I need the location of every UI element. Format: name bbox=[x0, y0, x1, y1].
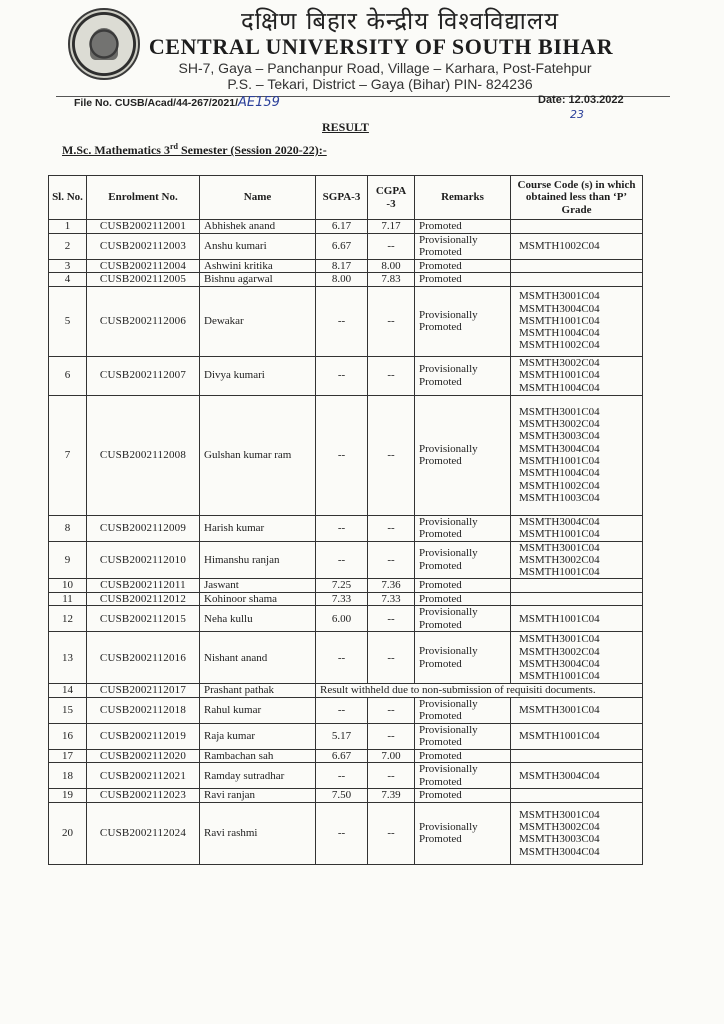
result-table bbox=[48, 175, 643, 865]
cell-name: Divya kumari bbox=[200, 356, 316, 395]
table-row bbox=[49, 515, 643, 541]
cell-enrolment: CUSB2002112007 bbox=[87, 356, 200, 395]
session-heading bbox=[62, 142, 327, 158]
cell-remarks: Promoted bbox=[415, 273, 511, 287]
cell-enrolment: CUSB2002112023 bbox=[87, 789, 200, 803]
cell-cgpa: -- bbox=[368, 395, 415, 515]
file-number bbox=[74, 95, 280, 110]
cell-name: Prashant pathak bbox=[200, 684, 316, 698]
session-heading-text: M.Sc. Mathematics 3 bbox=[62, 143, 170, 157]
cell-remarks: Promoted bbox=[415, 579, 511, 593]
course-code: MSMTH1004C04 bbox=[519, 381, 600, 394]
course-code: MSMTH3004C04 bbox=[519, 657, 600, 670]
cell-enrolment: CUSB2002112001 bbox=[87, 220, 200, 234]
table-row bbox=[49, 789, 643, 803]
table-row bbox=[49, 632, 643, 684]
cell-remarks: Promoted bbox=[415, 592, 511, 606]
cell-cgpa: -- bbox=[368, 606, 415, 632]
cell-cgpa: -- bbox=[368, 541, 415, 579]
header-sgpa: SGPA-3 bbox=[316, 176, 368, 220]
cell-name: Himanshu ranjan bbox=[200, 541, 316, 579]
cell-name: Dewakar bbox=[200, 286, 316, 356]
cell-enrolment: CUSB2002112015 bbox=[87, 606, 200, 632]
file-number-handwritten: AE159 bbox=[238, 95, 280, 110]
course-code: MSMTH3001C04 bbox=[519, 633, 600, 646]
cell-course-codes bbox=[511, 233, 643, 259]
cell-cgpa: 8.00 bbox=[368, 259, 415, 273]
cell-name: Jaswant bbox=[200, 579, 316, 593]
cell-name: Ravi ranjan bbox=[200, 789, 316, 803]
cell-course-codes bbox=[511, 259, 643, 273]
cell-sl-no: 9 bbox=[49, 541, 87, 579]
cell-course-codes bbox=[511, 273, 643, 287]
cell-cgpa: 7.36 bbox=[368, 579, 415, 593]
course-code: MSMTH3002C04 bbox=[519, 418, 600, 431]
cell-enrolment: CUSB2002112020 bbox=[87, 749, 200, 763]
cell-cgpa: -- bbox=[368, 802, 415, 864]
cell-sgpa: 8.00 bbox=[316, 273, 368, 287]
course-code: MSMTH3001C04 bbox=[519, 808, 600, 821]
cell-sl-no: 7 bbox=[49, 395, 87, 515]
cell-cgpa: -- bbox=[368, 515, 415, 541]
cell-remarks: Provisionally Promoted bbox=[415, 632, 511, 684]
table-header-row bbox=[49, 176, 643, 220]
session-heading-sup: rd bbox=[169, 142, 178, 151]
cell-sl-no: 17 bbox=[49, 749, 87, 763]
session-heading-tail: Semester (Session 2020-22):- bbox=[177, 143, 327, 157]
cell-course-codes bbox=[511, 395, 643, 515]
cell-remarks: Provisionally Promoted bbox=[415, 541, 511, 579]
cell-course-codes bbox=[511, 697, 643, 723]
cell-sgpa: 6.67 bbox=[316, 749, 368, 763]
cell-sl-no: 5 bbox=[49, 286, 87, 356]
cell-name: Ravi rashmi bbox=[200, 802, 316, 864]
course-code: MSMTH3002C04 bbox=[519, 553, 600, 566]
cell-course-codes bbox=[511, 220, 643, 234]
cell-remarks: Provisionally Promoted bbox=[415, 606, 511, 632]
course-code: MSMTH1004C04 bbox=[519, 327, 600, 340]
course-code: MSMTH3003C04 bbox=[519, 430, 600, 443]
cell-name: Gulshan kumar ram bbox=[200, 395, 316, 515]
course-code: MSMTH3003C04 bbox=[519, 833, 600, 846]
cell-enrolment: CUSB2002112009 bbox=[87, 515, 200, 541]
university-name: CENTRAL UNIVERSITY OF SOUTH BIHAR bbox=[148, 34, 614, 59]
course-code: MSMTH1002C04 bbox=[519, 479, 600, 492]
cell-remarks: Provisionally Promoted bbox=[415, 233, 511, 259]
cell-remarks: Promoted bbox=[415, 259, 511, 273]
course-code: MSMTH1001C04 bbox=[519, 566, 600, 579]
cell-sl-no: 13 bbox=[49, 632, 87, 684]
cell-enrolment: CUSB2002112017 bbox=[87, 684, 200, 698]
course-code: MSMTH3002C04 bbox=[519, 645, 600, 658]
cell-sl-no: 14 bbox=[49, 684, 87, 698]
issue-date: Date: 12.03.2022 bbox=[538, 94, 624, 106]
cell-name: Ashwini kritika bbox=[200, 259, 316, 273]
cell-sgpa: 7.25 bbox=[316, 579, 368, 593]
course-code: MSMTH1001C04 bbox=[519, 528, 600, 540]
course-code: MSMTH1004C04 bbox=[519, 467, 600, 480]
cell-sl-no: 16 bbox=[49, 723, 87, 749]
cell-sgpa: 6.17 bbox=[316, 220, 368, 234]
cell-sl-no: 19 bbox=[49, 789, 87, 803]
table-row bbox=[49, 286, 643, 356]
cell-course-codes bbox=[511, 515, 643, 541]
cell-cgpa: -- bbox=[368, 723, 415, 749]
cell-sl-no: 8 bbox=[49, 515, 87, 541]
cell-name: Rambachan sah bbox=[200, 749, 316, 763]
table-row bbox=[49, 541, 643, 579]
cell-sgpa: -- bbox=[316, 286, 368, 356]
cell-sl-no: 3 bbox=[49, 259, 87, 273]
table-row bbox=[49, 763, 643, 789]
course-code: MSMTH1001C04 bbox=[519, 612, 600, 625]
table-row bbox=[49, 697, 643, 723]
cell-name: Rahul kumar bbox=[200, 697, 316, 723]
cell-course-codes bbox=[511, 802, 643, 864]
cell-sgpa: 8.17 bbox=[316, 259, 368, 273]
course-code: MSMTH1001C04 bbox=[519, 730, 600, 743]
course-code: MSMTH1002C04 bbox=[519, 339, 600, 352]
university-seal-logo bbox=[68, 8, 140, 80]
header-course-codes: Course Code (s) in which obtained less than ‘P’ Grade bbox=[511, 176, 643, 220]
cell-sl-no: 4 bbox=[49, 273, 87, 287]
cell-sl-no: 6 bbox=[49, 356, 87, 395]
table-row bbox=[49, 395, 643, 515]
cell-course-codes bbox=[511, 541, 643, 579]
cell-enrolment: CUSB2002112008 bbox=[87, 395, 200, 515]
cell-course-codes bbox=[511, 763, 643, 789]
header-enrolment: Enrolment No. bbox=[87, 176, 200, 220]
university-hindi-name: दक्षिण बिहार केन्द्रीय विश्वविद्यालय bbox=[240, 7, 560, 35]
course-code: MSMTH3004C04 bbox=[519, 302, 600, 315]
cell-cgpa: 7.33 bbox=[368, 592, 415, 606]
cell-cgpa: -- bbox=[368, 233, 415, 259]
cell-enrolment: CUSB2002112010 bbox=[87, 541, 200, 579]
header-name: Name bbox=[200, 176, 316, 220]
cell-remarks: Provisionally Promoted bbox=[415, 697, 511, 723]
cell-sl-no: 2 bbox=[49, 233, 87, 259]
course-code: MSMTH3001C04 bbox=[519, 541, 600, 554]
cell-enrolment: CUSB2002112005 bbox=[87, 273, 200, 287]
cell-cgpa: 7.00 bbox=[368, 749, 415, 763]
course-code: MSMTH3004C04 bbox=[519, 769, 600, 782]
cell-name: Anshu kumari bbox=[200, 233, 316, 259]
address-line-2: P.S. – Tekari, District – Gaya (Bihar) PIN- 824236 bbox=[227, 76, 533, 92]
cell-sgpa: -- bbox=[316, 697, 368, 723]
table-row bbox=[49, 606, 643, 632]
table-row bbox=[49, 220, 643, 234]
cell-remarks: Promoted bbox=[415, 220, 511, 234]
cell-remarks: Promoted bbox=[415, 789, 511, 803]
cell-sl-no: 1 bbox=[49, 220, 87, 234]
cell-enrolment: CUSB2002112003 bbox=[87, 233, 200, 259]
cell-course-codes bbox=[511, 592, 643, 606]
course-code: MSMTH1002C04 bbox=[519, 239, 600, 252]
cell-enrolment: CUSB2002112012 bbox=[87, 592, 200, 606]
cell-course-codes bbox=[511, 579, 643, 593]
cell-sl-no: 12 bbox=[49, 606, 87, 632]
cell-enrolment: CUSB2002112018 bbox=[87, 697, 200, 723]
course-code: MSMTH3004C04 bbox=[519, 442, 600, 455]
cell-enrolment: CUSB2002112006 bbox=[87, 286, 200, 356]
course-code: MSMTH3004C04 bbox=[519, 515, 600, 528]
cell-remarks: Provisionally Promoted bbox=[415, 723, 511, 749]
cell-enrolment: CUSB2002112021 bbox=[87, 763, 200, 789]
cell-sgpa: -- bbox=[316, 802, 368, 864]
cell-name: Bishnu agarwal bbox=[200, 273, 316, 287]
cell-name: Harish kumar bbox=[200, 515, 316, 541]
header-sl-no: Sl. No. bbox=[49, 176, 87, 220]
cell-cgpa: -- bbox=[368, 286, 415, 356]
cell-remarks: Provisionally Promoted bbox=[415, 763, 511, 789]
cell-remarks: Provisionally Promoted bbox=[415, 802, 511, 864]
cell-cgpa: 7.17 bbox=[368, 220, 415, 234]
cell-course-codes bbox=[511, 356, 643, 395]
cell-course-codes bbox=[511, 723, 643, 749]
cell-name: Abhishek anand bbox=[200, 220, 316, 234]
cell-remarks: Provisionally Promoted bbox=[415, 286, 511, 356]
cell-cgpa: -- bbox=[368, 697, 415, 723]
table-row bbox=[49, 592, 643, 606]
course-code: MSMTH3002C04 bbox=[519, 357, 600, 370]
cell-cgpa: -- bbox=[368, 356, 415, 395]
course-code: MSMTH1001C04 bbox=[519, 369, 600, 382]
cell-sgpa: -- bbox=[316, 395, 368, 515]
cell-name: Kohinoor shama bbox=[200, 592, 316, 606]
table-body bbox=[49, 220, 643, 865]
cell-name: Ramday sutradhar bbox=[200, 763, 316, 789]
cell-course-codes bbox=[511, 632, 643, 684]
cell-sgpa: 6.00 bbox=[316, 606, 368, 632]
date-handwritten-note: 23 bbox=[570, 108, 584, 121]
cell-sgpa: 6.67 bbox=[316, 233, 368, 259]
cell-remarks: Provisionally Promoted bbox=[415, 515, 511, 541]
address-line-1: SH-7, Gaya – Panchanpur Road, Village – Karhara, Post-Fatehpur bbox=[178, 60, 592, 76]
cell-remarks: Provisionally Promoted bbox=[415, 395, 511, 515]
table-row bbox=[49, 356, 643, 395]
cell-name: Nishant anand bbox=[200, 632, 316, 684]
course-code: MSMTH1001C04 bbox=[519, 314, 600, 327]
file-number-text: File No. CUSB/Acad/44-267/2021/ bbox=[74, 97, 238, 109]
cell-cgpa: -- bbox=[368, 763, 415, 789]
cell-name: Neha kullu bbox=[200, 606, 316, 632]
cell-sgpa: -- bbox=[316, 515, 368, 541]
course-code: MSMTH3001C04 bbox=[519, 290, 600, 303]
course-code: MSMTH3002C04 bbox=[519, 821, 600, 834]
cell-course-codes bbox=[511, 749, 643, 763]
cell-remarks: Promoted bbox=[415, 749, 511, 763]
cell-sgpa: 5.17 bbox=[316, 723, 368, 749]
table-row bbox=[49, 749, 643, 763]
table-row bbox=[49, 259, 643, 273]
cell-remarks: Provisionally Promoted bbox=[415, 356, 511, 395]
cell-enrolment: CUSB2002112019 bbox=[87, 723, 200, 749]
course-code: MSMTH1001C04 bbox=[519, 670, 600, 683]
cell-course-codes bbox=[511, 789, 643, 803]
cell-cgpa: 7.83 bbox=[368, 273, 415, 287]
course-code: MSMTH3004C04 bbox=[519, 845, 600, 858]
table-row bbox=[49, 579, 643, 593]
cell-sgpa: -- bbox=[316, 356, 368, 395]
cell-sgpa: -- bbox=[316, 763, 368, 789]
result-title: RESULT bbox=[322, 120, 369, 134]
table-row bbox=[49, 233, 643, 259]
cell-course-codes bbox=[511, 606, 643, 632]
cell-name: Raja kumar bbox=[200, 723, 316, 749]
cell-enrolment: CUSB2002112004 bbox=[87, 259, 200, 273]
table-row bbox=[49, 684, 643, 698]
header-remarks: Remarks bbox=[415, 176, 511, 220]
cell-withheld-note: Result withheld due to non-submission of requisiti documents. bbox=[316, 684, 643, 698]
cell-sgpa: 7.50 bbox=[316, 789, 368, 803]
course-code: MSMTH1003C04 bbox=[519, 491, 600, 504]
course-code: MSMTH3001C04 bbox=[519, 405, 600, 418]
cell-enrolment: CUSB2002112016 bbox=[87, 632, 200, 684]
cell-sl-no: 20 bbox=[49, 802, 87, 864]
table-row bbox=[49, 723, 643, 749]
course-code: MSMTH1001C04 bbox=[519, 455, 600, 467]
table-row bbox=[49, 802, 643, 864]
cell-sgpa: -- bbox=[316, 632, 368, 684]
cell-sl-no: 11 bbox=[49, 592, 87, 606]
cell-sl-no: 18 bbox=[49, 763, 87, 789]
table-row bbox=[49, 273, 643, 287]
cell-cgpa: 7.39 bbox=[368, 789, 415, 803]
cell-enrolment: CUSB2002112024 bbox=[87, 802, 200, 864]
course-code: MSMTH3001C04 bbox=[519, 704, 600, 717]
cell-sgpa: -- bbox=[316, 541, 368, 579]
cell-course-codes bbox=[511, 286, 643, 356]
cell-sgpa: 7.33 bbox=[316, 592, 368, 606]
cell-sl-no: 15 bbox=[49, 697, 87, 723]
header-cgpa: CGPA -3 bbox=[368, 176, 415, 220]
cell-cgpa: -- bbox=[368, 632, 415, 684]
cell-sl-no: 10 bbox=[49, 579, 87, 593]
cell-enrolment: CUSB2002112011 bbox=[87, 579, 200, 593]
